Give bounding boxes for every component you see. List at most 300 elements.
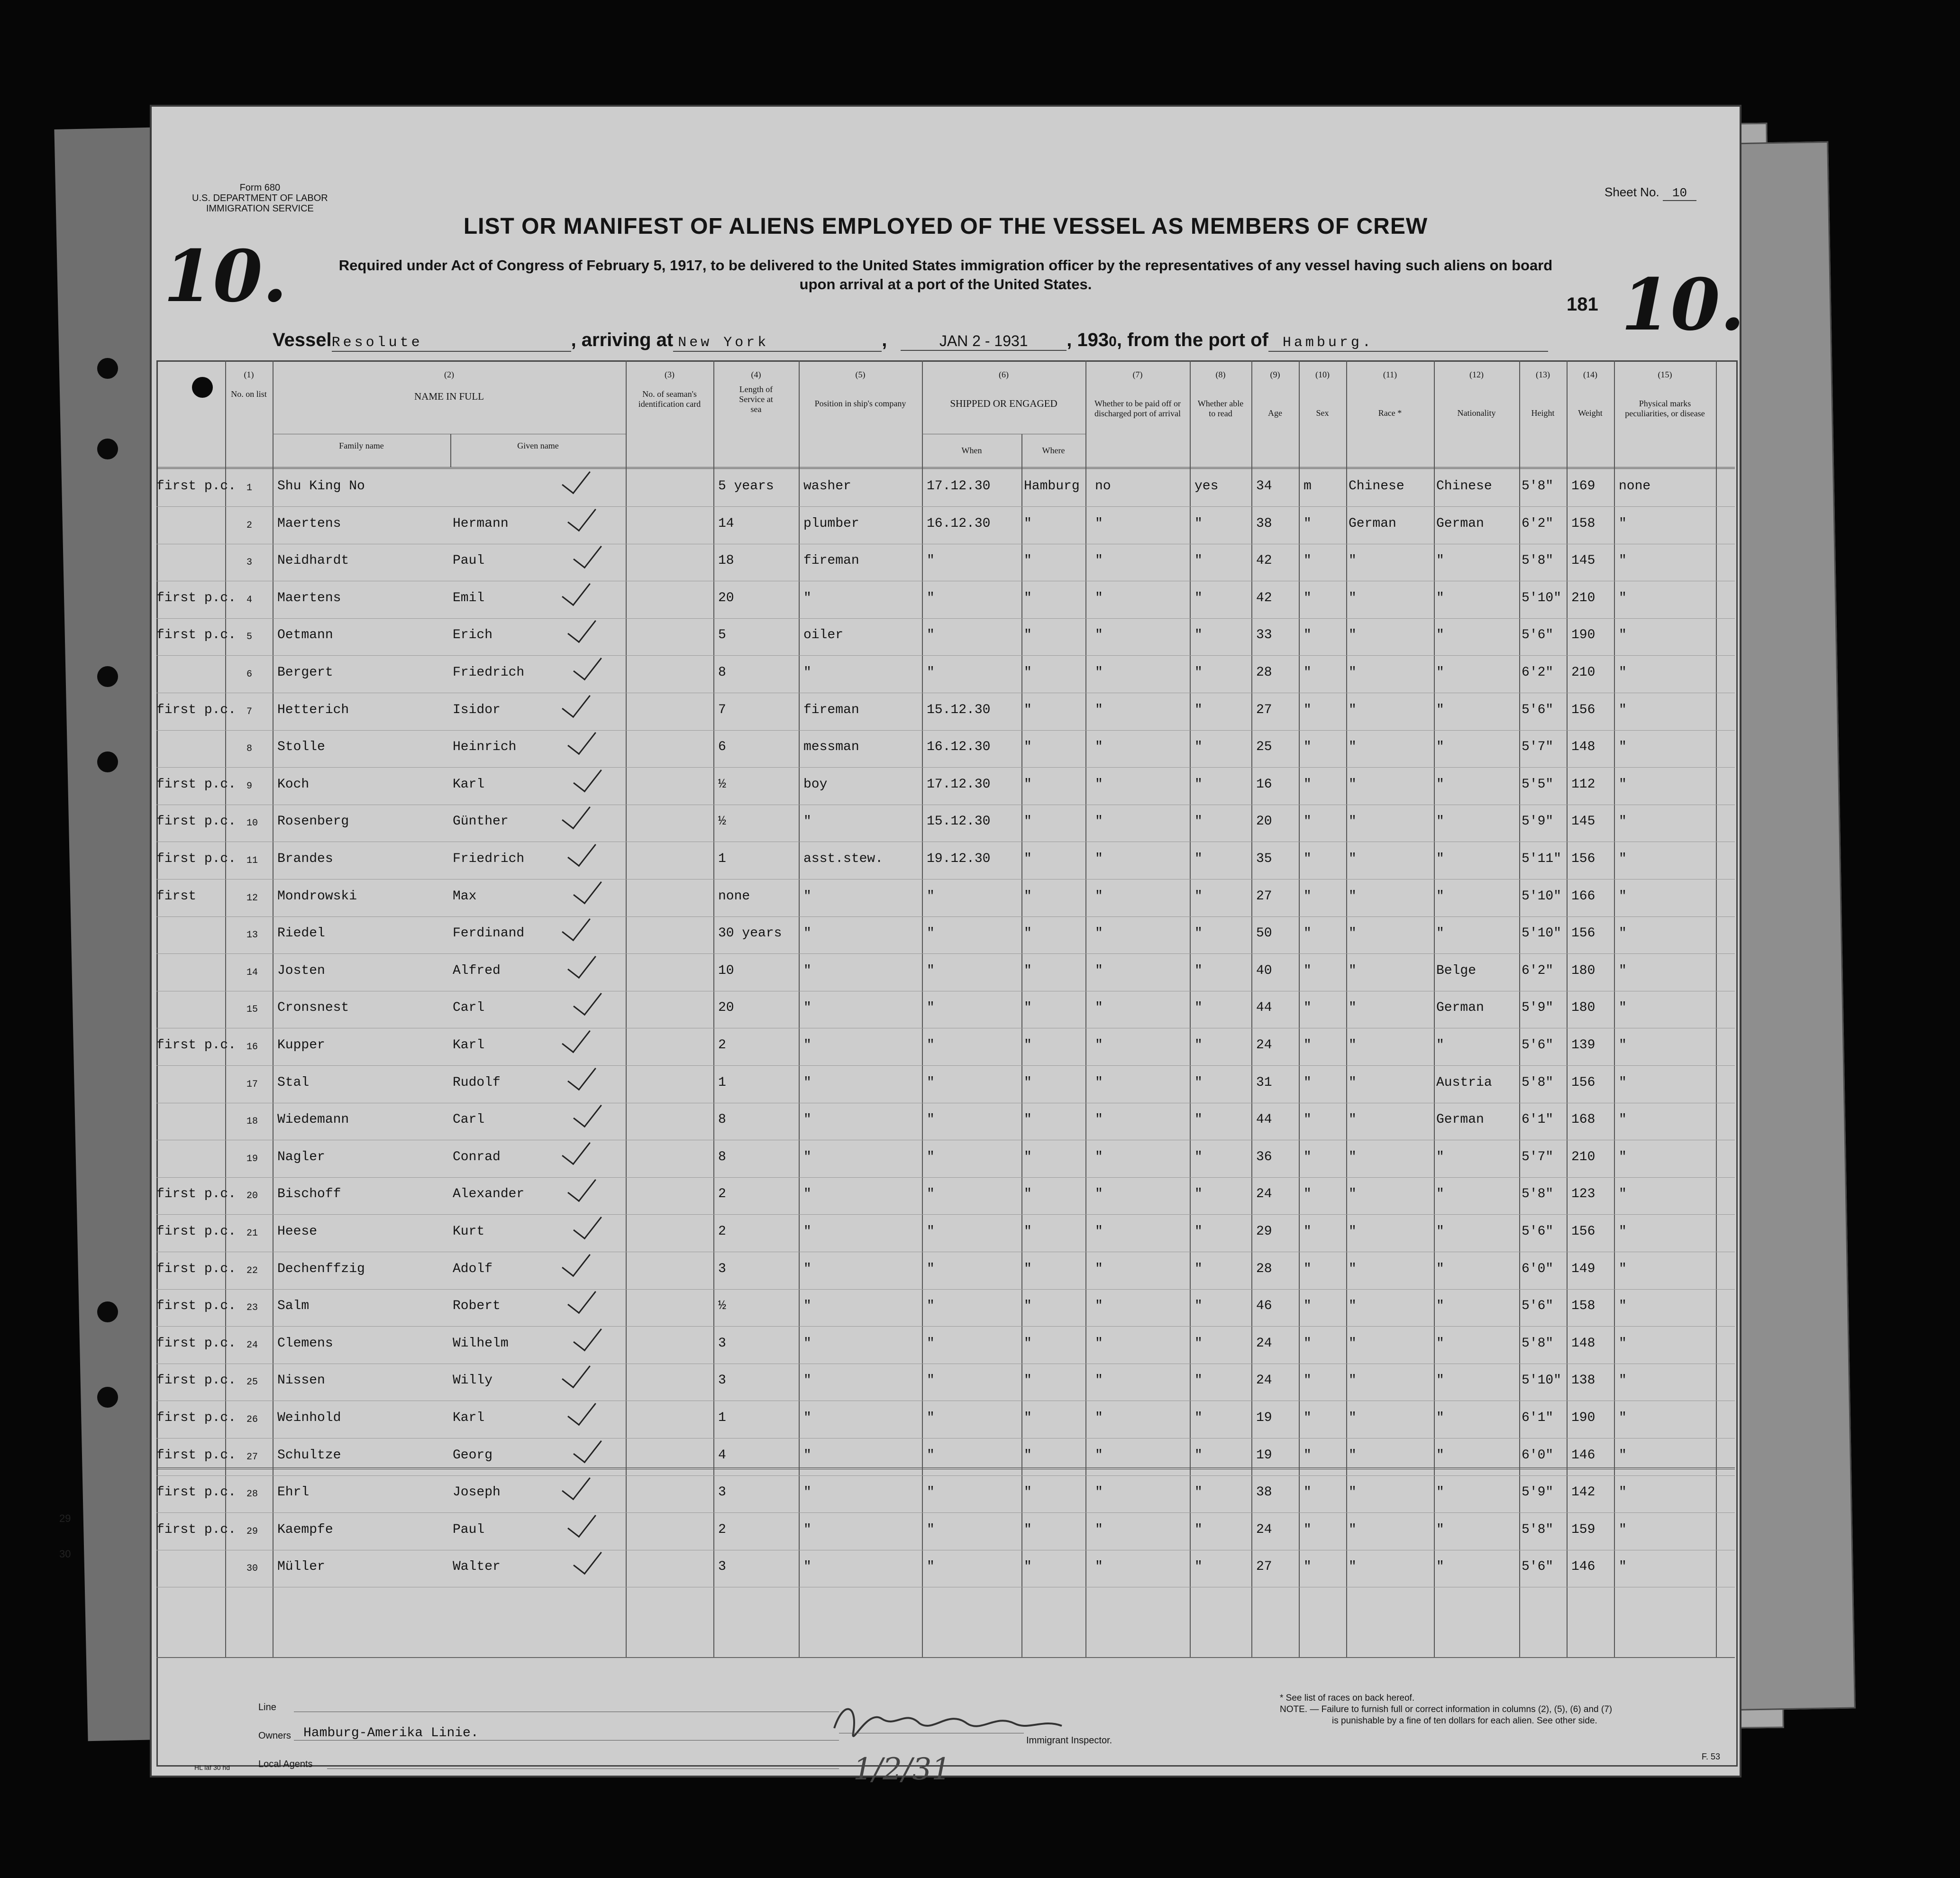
ship-position: plumber	[803, 516, 859, 531]
able-to-read: "	[1194, 665, 1203, 680]
given-name: Karl	[453, 1038, 485, 1053]
crew-list-number: 9	[246, 780, 253, 792]
physical-marks: "	[1619, 1411, 1627, 1425]
weight: 210	[1571, 1149, 1595, 1164]
crew-row	[152, 479, 1740, 517]
shipped-when: "	[927, 1411, 935, 1425]
sex: "	[1304, 740, 1312, 755]
height: 6'2"	[1522, 665, 1554, 680]
header-divider	[156, 467, 1735, 469]
col-header-family-name: Family name	[339, 441, 384, 450]
age: 44	[1256, 1112, 1272, 1127]
crew-list-prefix: first p.c.	[156, 1522, 237, 1537]
arriving-label: , arriving at	[571, 330, 674, 350]
nationality: "	[1436, 1149, 1444, 1164]
family-name: Stolle	[277, 740, 325, 755]
crew-row	[152, 1112, 1740, 1150]
sex: "	[1304, 926, 1312, 941]
race: "	[1349, 628, 1357, 643]
row-rule	[156, 1065, 1735, 1066]
family-name: Bischoff	[277, 1187, 341, 1202]
crew-list-prefix: first p.c.	[156, 1447, 237, 1463]
weight: 180	[1571, 963, 1595, 978]
row-rule	[156, 916, 1735, 917]
sex: "	[1304, 1522, 1312, 1537]
height: 5'9"	[1522, 1000, 1554, 1016]
given-name: Kurt	[453, 1224, 485, 1239]
given-name: Friedrich	[453, 665, 525, 680]
able-to-read: "	[1194, 1000, 1203, 1016]
row-rule	[156, 1326, 1735, 1327]
able-to-read: "	[1194, 1411, 1203, 1425]
crew-row	[152, 852, 1740, 889]
given-name: Rudolf	[453, 1075, 501, 1090]
physical-marks: "	[1619, 1559, 1627, 1575]
ship-position: messman	[803, 740, 859, 755]
crew-row	[152, 1224, 1740, 1262]
weight: 146	[1571, 1559, 1595, 1575]
crew-list-prefix: first p.c.	[156, 1411, 237, 1425]
service-length: ½	[718, 777, 726, 792]
shipped-when: "	[927, 1373, 935, 1388]
binder-hole	[97, 751, 118, 772]
service-length: 5 years	[718, 479, 774, 494]
shipped-when: "	[927, 1187, 935, 1202]
crew-list-number: 10	[246, 818, 258, 829]
sex: "	[1304, 1075, 1312, 1090]
shipped-where: "	[1024, 777, 1032, 792]
crew-list-number: 28	[246, 1489, 258, 1500]
physical-marks: "	[1619, 1447, 1627, 1463]
sex: "	[1304, 628, 1312, 643]
shipped-where: "	[1024, 628, 1032, 643]
service-length: 2	[718, 1038, 726, 1053]
race: German	[1349, 516, 1396, 531]
ship-position: washer	[803, 479, 851, 494]
ship-position: "	[803, 590, 811, 605]
able-to-read: "	[1194, 590, 1203, 605]
shipped-when: "	[927, 665, 935, 680]
nationality: "	[1436, 740, 1444, 755]
ship-position: "	[803, 1112, 811, 1127]
year-label: , 193	[1067, 330, 1109, 350]
family-name: Stal	[277, 1075, 310, 1090]
race: "	[1349, 1149, 1357, 1164]
shipped-when: 16.12.30	[927, 740, 991, 755]
sex: "	[1304, 1149, 1312, 1164]
height: 5'8"	[1522, 479, 1554, 494]
able-to-read: "	[1194, 926, 1203, 941]
col-header-given-name: Given name	[517, 441, 559, 450]
row-rule	[156, 655, 1735, 656]
able-to-read: "	[1194, 740, 1203, 755]
shipped-where: "	[1024, 889, 1032, 904]
from-port-label: , from the port of	[1116, 330, 1268, 350]
crew-row	[152, 1485, 1740, 1523]
age: 46	[1256, 1299, 1272, 1314]
ship-position: "	[803, 1187, 811, 1202]
nationality: "	[1436, 852, 1444, 866]
col-header-paid-off: (7) Whether to be paid off or discharged port of arrival	[1094, 370, 1181, 418]
nationality: "	[1436, 1336, 1444, 1351]
service-length: 8	[718, 665, 726, 680]
nationality: "	[1436, 702, 1444, 717]
underlying-margin-29: 29	[59, 1512, 71, 1524]
height: 5'10"	[1522, 926, 1562, 941]
sex: "	[1304, 1000, 1312, 1016]
row-rule	[156, 1177, 1735, 1178]
given-name: Carl	[453, 1112, 485, 1127]
crew-row	[152, 963, 1740, 1001]
crew-row	[152, 1373, 1740, 1411]
service-length: 1	[718, 1411, 726, 1425]
age: 27	[1256, 702, 1272, 717]
nationality: "	[1436, 553, 1444, 568]
service-length: 8	[718, 1112, 726, 1127]
height: 5'7"	[1522, 1149, 1554, 1164]
crew-list-number: 29	[246, 1526, 258, 1537]
weight: 156	[1571, 702, 1595, 717]
row-rule	[156, 618, 1735, 619]
sex: m	[1304, 479, 1312, 494]
nationality: "	[1436, 1411, 1444, 1425]
underlying-margin-30: 30	[59, 1548, 71, 1560]
shipped-when: "	[927, 1522, 935, 1537]
crew-list-number: 4	[246, 594, 253, 605]
weight: 159	[1571, 1522, 1595, 1537]
age: 34	[1256, 479, 1272, 494]
family-name: Wiedemann	[277, 1112, 349, 1127]
physical-marks: "	[1619, 926, 1627, 941]
service-length: 4	[718, 1447, 726, 1463]
crew-list-number: 3	[246, 557, 253, 568]
crew-row	[152, 1448, 1740, 1486]
paid-off-at-arrival: "	[1095, 1187, 1103, 1202]
physical-marks: "	[1619, 516, 1627, 531]
race: "	[1349, 889, 1357, 904]
family-name: Hetterich	[277, 702, 349, 717]
family-name: Clemens	[277, 1336, 333, 1351]
subtitle-line-1: Required under Act of Congress of February 5, 1917, to be delivered to the United States immigration officer by the representatives of any vessel having such aliens on board	[338, 257, 1553, 274]
shipped-when: 16.12.30	[927, 516, 991, 531]
race: "	[1349, 702, 1357, 717]
row-rule	[156, 1475, 1735, 1476]
ship-position: "	[803, 1299, 811, 1314]
shipped-where: "	[1024, 1447, 1032, 1463]
given-name: Alexander	[453, 1187, 525, 1202]
nationality: "	[1436, 1485, 1444, 1500]
able-to-read: "	[1194, 516, 1203, 531]
sex: "	[1304, 814, 1312, 829]
weight: 156	[1571, 1075, 1595, 1090]
shipped-where: "	[1024, 1075, 1032, 1090]
height: 6'0"	[1522, 1447, 1554, 1463]
owners-label: Owners	[258, 1731, 291, 1741]
nationality: "	[1436, 665, 1444, 680]
physical-marks: "	[1619, 777, 1627, 792]
col-header-service-length: (4) Length of Service at sea	[739, 370, 773, 414]
paid-off-at-arrival: "	[1095, 590, 1103, 605]
handwritten-number-right: 10.	[1621, 263, 1745, 347]
shipped-where: "	[1024, 1373, 1032, 1388]
manifest-subtitle	[152, 256, 1740, 294]
paid-off-at-arrival: "	[1095, 1336, 1103, 1351]
given-name: Paul	[453, 553, 485, 568]
weight: 156	[1571, 926, 1595, 941]
age: 27	[1256, 1559, 1272, 1575]
shipped-when: "	[927, 1000, 935, 1016]
sex: "	[1304, 1187, 1312, 1202]
given-name: Walter	[453, 1559, 501, 1575]
nationality: Austria	[1436, 1075, 1492, 1090]
height: 5'5"	[1522, 777, 1554, 792]
paid-off-at-arrival: "	[1095, 516, 1103, 531]
family-name: Dechenffzig	[277, 1261, 365, 1276]
weight: 210	[1571, 590, 1595, 605]
nationality: "	[1436, 1522, 1444, 1537]
given-name: Heinrich	[453, 740, 517, 755]
shipped-when: 17.12.30	[927, 777, 991, 792]
height: 5'6"	[1522, 1224, 1554, 1239]
family-name: Müller	[277, 1559, 325, 1575]
age: 16	[1256, 777, 1272, 792]
physical-marks: "	[1619, 1112, 1627, 1127]
nationality: "	[1436, 628, 1444, 643]
arriving-port: New York	[673, 335, 882, 352]
paid-off-at-arrival: no	[1095, 479, 1111, 494]
service-length: 6	[718, 740, 726, 755]
print-code: HL laf 30 hd	[194, 1764, 230, 1771]
crew-list-number: 30	[246, 1563, 258, 1575]
crew-row	[152, 1038, 1740, 1076]
family-name: Cronsnest	[277, 1000, 349, 1016]
nationality: German	[1436, 1112, 1484, 1127]
crew-list-number: 7	[246, 706, 253, 717]
nationality: "	[1436, 1373, 1444, 1388]
footnotes	[1280, 1693, 1612, 1727]
binder-hole	[97, 666, 118, 687]
crew-list-prefix: first p.c.	[156, 479, 237, 494]
family-name: Brandes	[277, 852, 333, 866]
able-to-read: "	[1194, 1522, 1203, 1537]
service-length: 3	[718, 1559, 726, 1575]
race: "	[1349, 1373, 1357, 1388]
paid-off-at-arrival: "	[1095, 1447, 1103, 1463]
race: "	[1349, 1559, 1357, 1575]
able-to-read: "	[1194, 1075, 1203, 1090]
sex: "	[1304, 1336, 1312, 1351]
weight: 146	[1571, 1447, 1595, 1463]
physical-marks: "	[1619, 1373, 1627, 1388]
handwritten-number-left: 10.	[164, 235, 287, 318]
race: "	[1349, 1447, 1357, 1463]
nationality: "	[1436, 1559, 1444, 1575]
weight: 156	[1571, 852, 1595, 866]
shipped-where: Hamburg	[1024, 479, 1080, 494]
physical-marks: "	[1619, 1224, 1627, 1239]
crew-list-number: 5	[246, 632, 253, 643]
age: 28	[1256, 1261, 1272, 1276]
service-length: 3	[718, 1373, 726, 1388]
height: 6'2"	[1522, 516, 1554, 531]
given-name: Günther	[453, 814, 509, 829]
col-header-read: (8) Whether able to read	[1197, 370, 1244, 418]
physical-marks: "	[1619, 1038, 1627, 1053]
race: "	[1349, 1299, 1357, 1314]
shipped-where: "	[1024, 516, 1032, 531]
height: 6'0"	[1522, 1261, 1554, 1276]
height: 5'6"	[1522, 628, 1554, 643]
physical-marks: "	[1619, 740, 1627, 755]
crew-row	[152, 628, 1740, 666]
ship-position: "	[803, 1224, 811, 1239]
shipped-when: "	[927, 1112, 935, 1127]
crew-list-prefix: first p.c.	[156, 852, 237, 866]
physical-marks: "	[1619, 1075, 1627, 1090]
department-name: U.S. DEPARTMENT OF LABOR	[192, 193, 328, 203]
weight: 123	[1571, 1187, 1595, 1202]
physical-marks: "	[1619, 963, 1627, 978]
nationality: "	[1436, 889, 1444, 904]
age: 38	[1256, 1485, 1272, 1500]
ship-position: "	[803, 963, 811, 978]
physical-marks: none	[1619, 479, 1651, 494]
race: "	[1349, 963, 1357, 978]
ship-position: "	[803, 1411, 811, 1425]
sex: "	[1304, 852, 1312, 866]
service-length: 18	[718, 553, 734, 568]
sheet-number-field	[1604, 185, 1696, 200]
crew-list-prefix: first p.c.	[156, 1224, 237, 1239]
ship-position: boy	[803, 777, 828, 792]
line-label: Line	[258, 1702, 276, 1713]
col-header-weight: (14) Weight	[1578, 370, 1603, 418]
able-to-read: yes	[1194, 479, 1219, 494]
binder-hole	[97, 1301, 118, 1322]
crew-row	[152, 1150, 1740, 1188]
age: 36	[1256, 1149, 1272, 1164]
race: "	[1349, 852, 1357, 866]
family-name: Shu King No	[277, 479, 365, 494]
race: "	[1349, 1000, 1357, 1016]
physical-marks: "	[1619, 889, 1627, 904]
shipped-when: "	[927, 553, 935, 568]
sex: "	[1304, 1299, 1312, 1314]
shipped-when: "	[927, 1075, 935, 1090]
given-name: Willy	[453, 1373, 493, 1388]
race: "	[1349, 1075, 1357, 1090]
nationality: "	[1436, 1224, 1444, 1239]
weight: 168	[1571, 1112, 1595, 1127]
arrival-date-stamp: JAN 2 - 1931	[901, 332, 1067, 351]
height: 6'1"	[1522, 1112, 1554, 1127]
age: 20	[1256, 814, 1272, 829]
able-to-read: "	[1194, 1373, 1203, 1388]
given-name: Conrad	[453, 1149, 501, 1164]
nationality: "	[1436, 814, 1444, 829]
service-length: 3	[718, 1261, 726, 1276]
crew-row	[152, 703, 1740, 741]
row-rule	[156, 1512, 1735, 1513]
sheet-label: Sheet No.	[1604, 185, 1659, 199]
given-name: Georg	[453, 1447, 493, 1463]
weight: 158	[1571, 1299, 1595, 1314]
height: 5'11"	[1522, 852, 1562, 866]
given-name: Carl	[453, 1000, 485, 1016]
crew-list-prefix: first p.c.	[156, 702, 237, 717]
weight: 112	[1571, 777, 1595, 792]
given-name: Hermann	[453, 516, 509, 531]
vessel-name: Resolute	[332, 335, 571, 352]
subtitle-line-2: upon arrival at a port of the United States.	[799, 276, 1092, 293]
form-number: Form 680	[239, 183, 281, 193]
col-header-shipped: (6) SHIPPED OR ENGAGED	[950, 370, 1057, 409]
able-to-read: "	[1194, 1224, 1203, 1239]
crew-list-number: 17	[246, 1079, 258, 1090]
age: 31	[1256, 1075, 1272, 1090]
weight: 180	[1571, 1000, 1595, 1016]
ship-position: oiler	[803, 628, 844, 643]
crew-row	[152, 1411, 1740, 1448]
physical-marks: "	[1619, 553, 1627, 568]
form-department-header	[192, 183, 328, 214]
crew-list-prefix: first p.c.	[156, 1336, 237, 1351]
family-name: Neidhardt	[277, 553, 349, 568]
height: 5'9"	[1522, 1485, 1554, 1500]
able-to-read: "	[1194, 1187, 1203, 1202]
binder-hole	[97, 358, 118, 379]
paid-off-at-arrival: "	[1095, 1149, 1103, 1164]
nationality: "	[1436, 1447, 1444, 1463]
service-length: 1	[718, 1075, 726, 1090]
family-name: Schultze	[277, 1447, 341, 1463]
height: 5'10"	[1522, 889, 1562, 904]
ship-position: asst.stew.	[803, 852, 884, 866]
physical-marks: "	[1619, 1000, 1627, 1016]
penalty-note-1: NOTE. — Failure to furnish full or correct information in columns (2), (5), (6) and (7)	[1280, 1704, 1613, 1714]
paid-off-at-arrival: "	[1095, 1411, 1103, 1425]
crew-row	[152, 889, 1740, 927]
paid-off-at-arrival: "	[1095, 1261, 1103, 1276]
shipped-when: "	[927, 1336, 935, 1351]
paid-off-at-arrival: "	[1095, 1038, 1103, 1053]
age: 40	[1256, 963, 1272, 978]
ship-position: fireman	[803, 702, 859, 717]
paid-off-at-arrival: "	[1095, 1559, 1103, 1575]
shipped-where: "	[1024, 553, 1032, 568]
shipped-when: "	[927, 1559, 935, 1575]
crew-row	[152, 1000, 1740, 1038]
family-name: Kaempfe	[277, 1522, 333, 1537]
shipped-when: "	[927, 926, 935, 941]
nationality: Belge	[1436, 963, 1477, 978]
service-length: 2	[718, 1522, 726, 1537]
crew-row	[152, 1262, 1740, 1300]
service-length: 14	[718, 516, 734, 531]
paid-off-at-arrival: "	[1095, 814, 1103, 829]
shipped-where: "	[1024, 926, 1032, 941]
family-name: Weinhold	[277, 1411, 341, 1425]
height: 5'10"	[1522, 1373, 1562, 1388]
ship-position: "	[803, 1447, 811, 1463]
paid-off-at-arrival: "	[1095, 1112, 1103, 1127]
physical-marks: "	[1619, 628, 1627, 643]
crew-list-number: 26	[246, 1414, 258, 1425]
physical-marks: "	[1619, 1299, 1627, 1314]
departure-port: Hamburg.	[1268, 335, 1548, 352]
col-header-name: (2) NAME IN FULL	[414, 370, 484, 402]
family-name: Maertens	[277, 516, 341, 531]
